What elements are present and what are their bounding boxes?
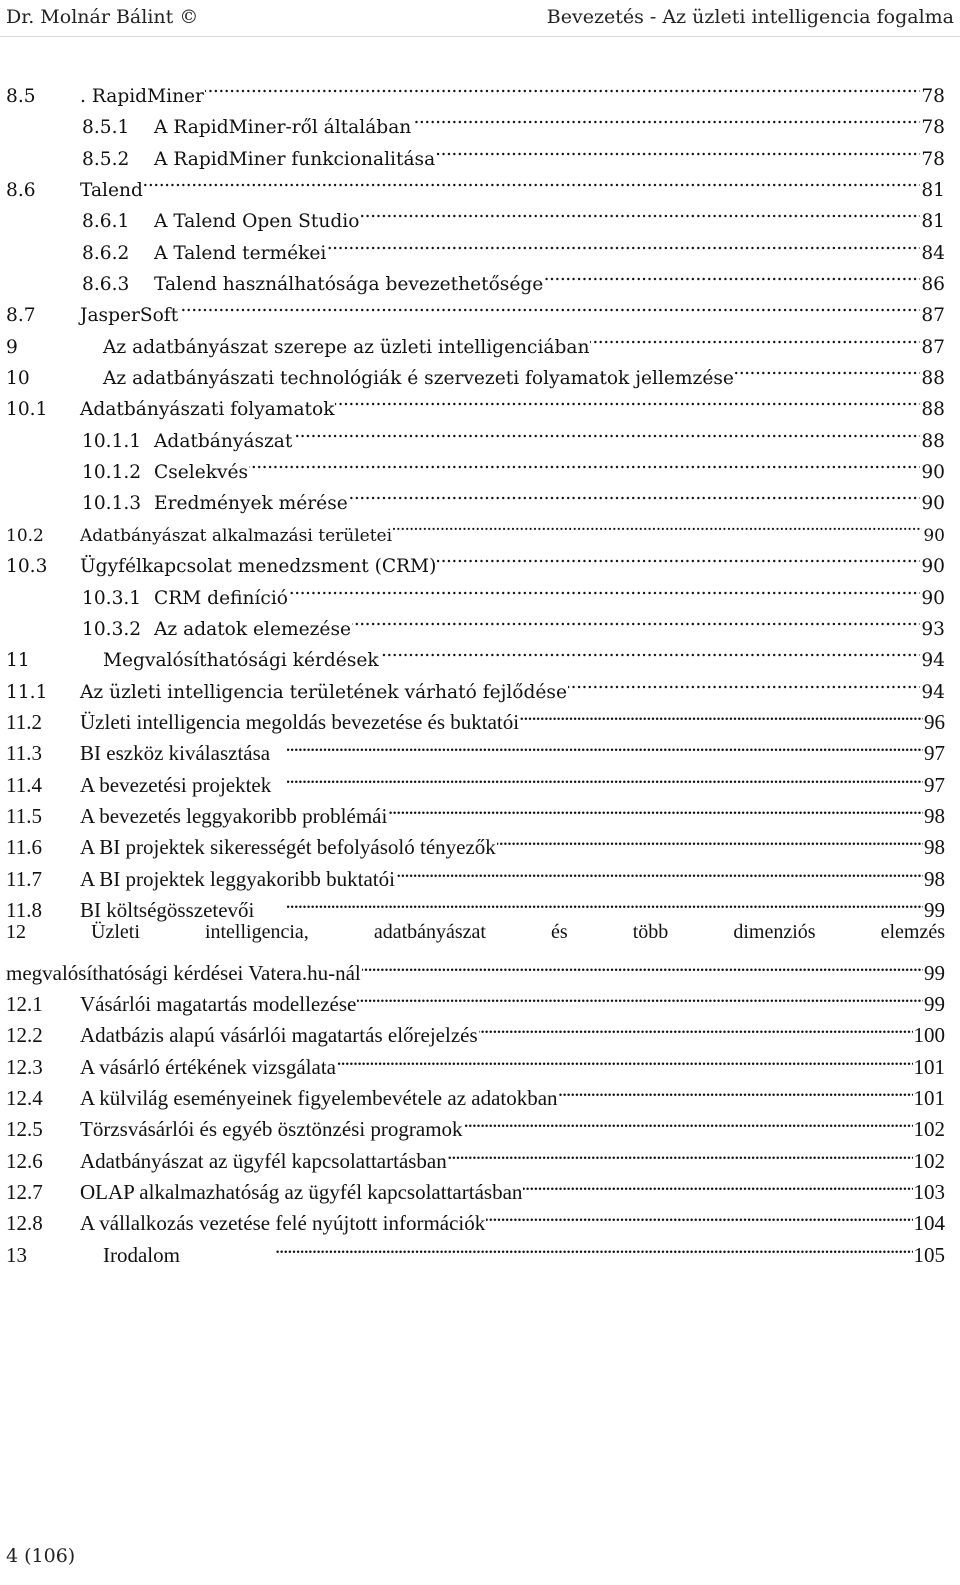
toc-entry-title: CRM definíció	[154, 587, 288, 609]
toc-entry-number: 10.2	[6, 525, 44, 546]
toc-entry[interactable]	[0, 729, 960, 766]
toc-entry[interactable]	[0, 416, 960, 452]
toc-entry-page: 78	[921, 117, 945, 139]
toc-entry-page: 94	[921, 681, 945, 703]
toc-entry-title: A bevezetési projektek	[80, 772, 272, 797]
toc-entry-number: 11.5	[6, 803, 42, 828]
toc-entry-number: 11.2	[6, 709, 42, 734]
toc-dot-leader	[464, 1105, 913, 1136]
toc-dot-leader	[396, 855, 923, 886]
toc-entry-page: 98	[924, 835, 945, 860]
toc-entry[interactable]	[0, 761, 960, 797]
toc-entry-number: 11.8	[6, 897, 42, 922]
toc-entry[interactable]	[0, 698, 960, 734]
toc-entry-title-word: dimenziós	[733, 921, 816, 944]
toc-entry-title-word: adatbányászat	[373, 921, 486, 944]
toc-entry-title-word: intelligencia,	[204, 921, 309, 944]
toc-entry-number: 10.1.1	[82, 430, 142, 452]
toc-entry-title: Eredmények mérése	[154, 493, 348, 515]
toc-entry-number: 10.1.2	[82, 462, 142, 484]
toc-entry-title: A külvilág eseményeinek figyelembevétele az adatokban	[80, 1086, 558, 1110]
header-author: Dr. Molnár Bálint ©	[6, 6, 199, 28]
toc-entry-number: 10.3.1	[82, 587, 142, 609]
toc-entry-title-word: és	[551, 921, 568, 944]
toc-entry[interactable]	[0, 855, 960, 891]
toc-entry-page: 99	[924, 897, 945, 922]
toc-entry[interactable]	[0, 447, 960, 484]
toc-entry-page: 100	[913, 1023, 945, 1048]
toc-dot-leader	[486, 1199, 912, 1230]
toc-entry-page: 104	[913, 1211, 945, 1236]
toc-entry-number: 12.4	[6, 1086, 43, 1110]
toc-entry-number: 11.4	[6, 772, 42, 797]
toc-entry-number: 12.2	[6, 1023, 43, 1048]
toc-dot-leader	[205, 71, 920, 102]
toc-entry-page: 90	[921, 493, 945, 515]
toc-entry-number: 8.5.2	[82, 148, 130, 170]
toc-dot-leader	[393, 510, 922, 541]
toc-entry[interactable]	[0, 541, 960, 578]
toc-entry-title: . RapidMiner	[80, 86, 204, 107]
toc-entry[interactable]	[0, 667, 960, 703]
toc-entry-number: 11	[6, 650, 30, 672]
toc-entry[interactable]	[0, 322, 960, 358]
toc-entry-title: Adatbányászat az ügyfél kapcsolattartásban	[80, 1148, 447, 1173]
toc-entry-page: 103	[913, 1180, 945, 1205]
toc-entry-page: 78	[921, 148, 945, 170]
toc-entry-page: 90	[921, 462, 945, 484]
toc-entry-page: 87	[921, 305, 945, 327]
toc-entry-number: 12.5	[6, 1117, 43, 1142]
toc-entry-page: 98	[924, 803, 945, 828]
toc-entry-title: Ügyfélkapcsolat menedzsment (CRM)	[80, 556, 437, 578]
toc-entry-number: 13	[6, 1242, 27, 1267]
toc-entry-number: 12.7	[6, 1180, 43, 1205]
toc-entry-title: A Talend termékei	[154, 242, 327, 264]
toc-entry-number: 10.1	[6, 399, 48, 421]
toc-entry-title: Talend használhatósága bevezethetősége	[154, 274, 544, 296]
toc-entry-title: Vásárlói magatartás modellezése	[80, 991, 357, 1016]
toc-entry[interactable]	[0, 259, 960, 296]
toc-entry[interactable]	[0, 478, 960, 515]
toc-entry-page: 78	[921, 86, 945, 107]
toc-dot-leader	[327, 228, 920, 259]
toc-entry-page: 84	[921, 242, 945, 264]
toc-entry-number: 10	[6, 368, 30, 390]
toc-entry-number: 8.7	[6, 305, 36, 327]
toc-entry-number: 8.6	[6, 180, 36, 202]
toc-entry-title: A BI projektek leggyakoribb buktatói	[80, 866, 395, 891]
toc-entry-title: Adatbázis alapú vásárlói magatartás előrejelzés	[80, 1023, 478, 1048]
toc-entry-page: 90	[921, 587, 945, 609]
toc-entry[interactable]	[0, 102, 960, 139]
toc-dot-leader	[293, 416, 920, 447]
toc-dot-leader	[735, 353, 920, 384]
toc-entry[interactable]	[0, 353, 960, 390]
toc-entry[interactable]	[0, 196, 960, 233]
toc-entry-title: A BI projektek sikerességét befolyásoló tényezők	[80, 835, 496, 860]
toc-dot-leader	[523, 1168, 912, 1199]
toc-entry-number: 12	[6, 921, 26, 944]
toc-dot-leader	[144, 165, 920, 196]
toc-entry[interactable]	[0, 1199, 960, 1236]
toc-entry-number: 8.6.1	[82, 211, 130, 233]
toc-section-b	[0, 980, 960, 1267]
toc-entry-page: 90	[921, 556, 945, 578]
toc-entry-page: 101	[913, 1054, 945, 1079]
toc-entry-page: 96	[924, 709, 945, 734]
toc-entry-title: A vállalkozás vezetése felé nyújtott információk	[80, 1211, 486, 1236]
toc-entry-title: BI eszköz kiválasztása	[80, 741, 271, 766]
toc-entry-title: Talend	[80, 180, 143, 202]
toc-entry-page: 94	[921, 650, 945, 672]
running-header	[6, 4, 954, 30]
toc-entry-title-word: Üzleti	[91, 921, 140, 944]
toc-entry-page: 97	[924, 772, 945, 797]
toc-entry-number: 10.3.2	[82, 618, 142, 640]
toc-entry[interactable]	[0, 886, 960, 922]
toc-entry-number: 9	[6, 336, 18, 358]
toc-entry[interactable]	[0, 792, 960, 828]
toc-entry-number: 12.3	[6, 1054, 43, 1079]
toc-entry-title: A RapidMiner funkcionalitása	[154, 148, 436, 170]
toc-entry-number: 11.7	[6, 866, 42, 891]
toc-entry[interactable]	[0, 1168, 960, 1205]
toc-entry-title: OLAP alkalmazhatóság az ügyfél kapcsolattartásban	[80, 1180, 523, 1205]
toc-entry-number: 12.8	[6, 1211, 43, 1236]
toc-entry-title: Megvalósíthatósági kérdések	[103, 650, 379, 672]
toc-dot-leader	[520, 698, 923, 729]
toc-entry-title: JasperSoft	[80, 305, 179, 327]
toc-entry[interactable]	[0, 134, 960, 170]
header-divider	[0, 36, 960, 37]
toc-entry-title: Üzleti intelligencia megoldás bevezetése és buktatói	[80, 709, 520, 734]
toc-dot-leader	[179, 290, 920, 321]
toc-entry[interactable]	[0, 1105, 960, 1142]
toc-dot-leader	[337, 1043, 913, 1074]
toc-entry[interactable]	[0, 290, 960, 327]
toc-dot-leader	[271, 729, 923, 760]
toc-dot-leader	[349, 478, 921, 509]
toc-entry-title: Adatbányászat alkalmazási területei	[80, 525, 393, 546]
toc-dot-leader	[479, 1011, 913, 1042]
toc-entry[interactable]	[0, 1137, 960, 1173]
toc-entry-number: 10.3	[6, 556, 48, 578]
toc-entry-page: 88	[921, 430, 945, 452]
toc-entry-page: 86	[921, 274, 945, 296]
toc-entry[interactable]	[0, 1231, 960, 1267]
toc-entry-page: 88	[921, 399, 945, 421]
toc-dot-leader	[289, 573, 920, 604]
toc-entry-title: Törzsvásárlói és egyéb ösztönzési programok	[80, 1117, 463, 1142]
table-of-contents	[0, 71, 960, 1267]
toc-dot-leader	[559, 1074, 913, 1105]
header-chapter-title: Bevezetés - Az üzleti intelligencia fogalma	[546, 6, 954, 28]
toc-entry-12-line2[interactable]	[0, 949, 960, 985]
toc-dot-leader	[497, 823, 923, 854]
toc-entry[interactable]	[0, 228, 960, 264]
toc-entry-number: 8.6.2	[82, 242, 130, 264]
toc-dot-leader	[181, 1231, 913, 1262]
toc-entry[interactable]	[0, 573, 960, 609]
toc-dot-leader	[590, 322, 920, 353]
toc-entry-number: 8.6.3	[82, 274, 130, 296]
toc-entry-page: 105	[913, 1242, 945, 1267]
toc-entry-title: Az üzleti intelligencia területének várható fejlődése	[80, 681, 567, 703]
toc-entry-page: 88	[921, 368, 945, 390]
page-number: 4 (106)	[6, 1545, 76, 1567]
toc-dot-leader	[448, 1137, 913, 1168]
toc-dot-leader	[362, 949, 923, 980]
toc-entry-title: A Talend Open Studio	[154, 211, 360, 233]
toc-entry-title-word: elemzés	[880, 921, 945, 944]
toc-dot-leader	[352, 604, 920, 635]
toc-dot-leader	[255, 886, 923, 917]
toc-entry-title: Adatbányászat	[154, 430, 293, 452]
toc-dot-leader	[412, 102, 920, 133]
toc-entry[interactable]	[0, 165, 960, 202]
toc-entry-number: 11.1	[6, 681, 48, 703]
toc-dot-leader	[360, 196, 920, 227]
toc-entry-title: BI költségösszetevői	[80, 897, 255, 922]
toc-entry-title: A vásárló értékének vizsgálata	[80, 1054, 336, 1079]
toc-entry-number: 11.3	[6, 741, 42, 766]
toc-entry[interactable]	[0, 980, 960, 1016]
toc-dot-leader	[568, 667, 920, 698]
toc-dot-leader	[380, 635, 921, 666]
toc-entry-title: Az adatbányászati technológiák é szervezeti folyamatok jellemzése	[103, 368, 734, 390]
toc-entry-title-word: több	[632, 921, 669, 944]
toc-entry[interactable]	[0, 1074, 960, 1110]
toc-entry-page: 101	[913, 1086, 945, 1110]
toc-entry-number: 8.5	[6, 86, 36, 107]
toc-entry[interactable]	[0, 604, 960, 640]
toc-entry-page: 87	[921, 336, 945, 358]
toc-entry-title: Irodalom	[103, 1242, 180, 1267]
toc-entry-page: 93	[921, 618, 945, 640]
toc-entry[interactable]	[0, 1011, 960, 1048]
toc-entry-page: 99	[924, 991, 945, 1016]
toc-entry-number: 12.1	[6, 991, 43, 1016]
toc-dot-leader	[357, 980, 923, 1011]
toc-entry-page: 98	[924, 866, 945, 891]
toc-entry-page: 81	[921, 211, 945, 233]
toc-entry-title: A RapidMiner-ről általában	[154, 117, 412, 139]
toc-dot-leader	[249, 447, 920, 478]
toc-entry-title: Az adatok elemezése	[154, 618, 351, 640]
toc-entry[interactable]	[0, 823, 960, 860]
toc-entry-page: 99	[924, 960, 945, 985]
toc-entry-title: Az adatbányászat szerepe az üzleti intelligenciában	[103, 336, 590, 358]
toc-dot-leader	[436, 134, 920, 165]
toc-entry-title: Cselekvés	[154, 462, 249, 484]
toc-entry-number: 11.6	[6, 835, 42, 860]
toc-dot-leader	[437, 541, 920, 572]
toc-entry[interactable]	[0, 71, 960, 107]
toc-entry[interactable]	[0, 384, 960, 421]
toc-entry-page: 90	[923, 525, 945, 546]
toc-entry-number: 8.5.1	[82, 117, 130, 139]
toc-entry[interactable]	[0, 635, 960, 672]
toc-entry-page: 81	[921, 180, 945, 202]
toc-entry-page: 97	[924, 741, 945, 766]
toc-entry-number: 10.1.3	[82, 493, 142, 515]
toc-dot-leader	[272, 761, 923, 792]
toc-section-a	[0, 71, 960, 922]
toc-dot-leader	[544, 259, 920, 290]
toc-entry-title: A bevezetés leggyakoribb problémái	[80, 803, 388, 828]
toc-entry-page: 102	[913, 1148, 945, 1173]
toc-entry-page: 102	[913, 1117, 945, 1142]
toc-entry-title: megvalósíthatósági kérdései Vatera.hu-nál	[6, 960, 361, 985]
toc-entry-title: Adatbányászati folyamatok	[80, 399, 335, 421]
toc-dot-leader	[388, 792, 923, 823]
toc-dot-leader	[335, 384, 920, 415]
toc-entry[interactable]	[0, 510, 960, 546]
toc-entry[interactable]	[0, 1043, 960, 1079]
toc-entry-number: 12.6	[6, 1148, 43, 1173]
